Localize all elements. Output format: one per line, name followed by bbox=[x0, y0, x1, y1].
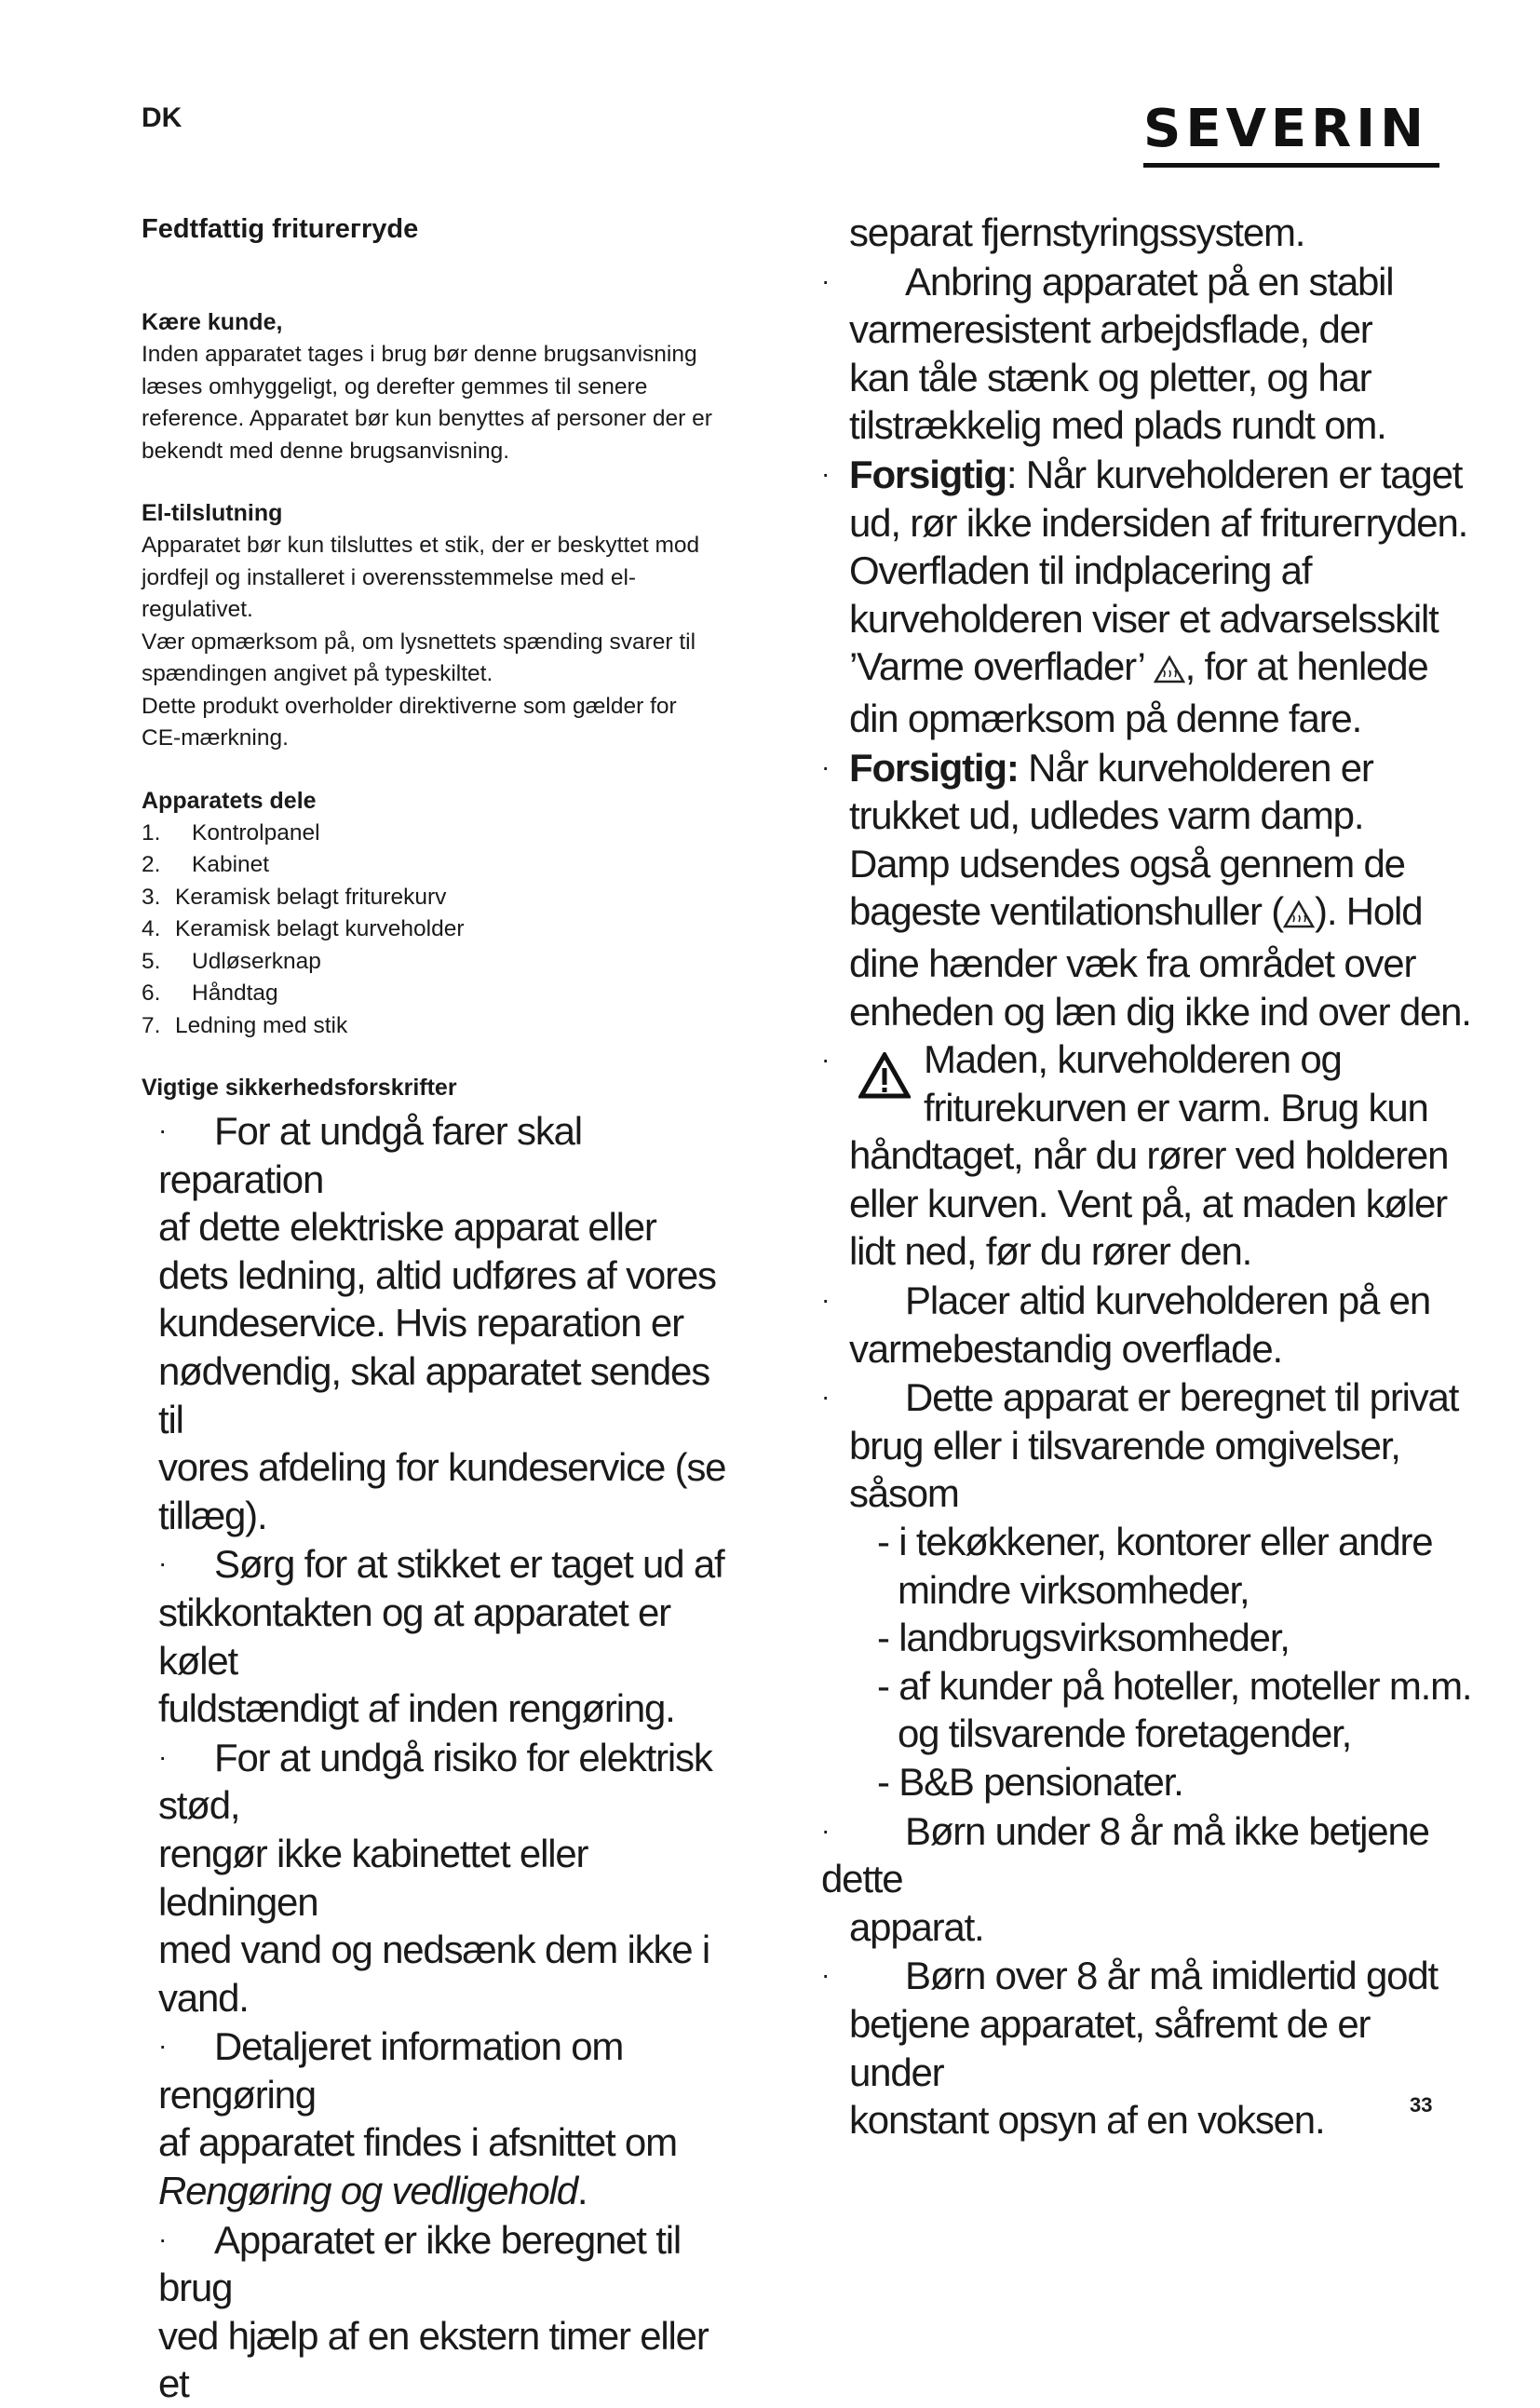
safety-line: fuldstændigt af inden rengøring. bbox=[158, 1686, 675, 1731]
bullet-icon: · bbox=[821, 751, 830, 781]
bullet-icon: · bbox=[821, 1382, 830, 1412]
safety-line: kundeservice. Hvis reparation er bbox=[158, 1301, 683, 1346]
safety-item bbox=[142, 2022, 737, 2214]
parts-list-item bbox=[142, 1010, 737, 1043]
parts-number: 1. bbox=[142, 819, 161, 846]
brand-logo-text: SEVERIN bbox=[1143, 99, 1429, 159]
safety-line: af apparatet findes i afsnittet om bbox=[158, 2120, 677, 2165]
safety-line: brug eller i tilsvarende omgivelser, bbox=[849, 1423, 1400, 1468]
safety-line: , for at henlede bbox=[1184, 644, 1428, 689]
safety-line: konstant opsyn af en voksen. bbox=[849, 2098, 1325, 2143]
electrical-line: Vær opmærksom på, om lysnettets spænding svarer til bbox=[142, 629, 696, 655]
usage-sub-item: og tilsvarende foretagender, bbox=[898, 1711, 1352, 1756]
left-column bbox=[142, 214, 737, 2408]
safety-item bbox=[142, 1539, 737, 1732]
electrical-line: regulativet. bbox=[142, 597, 253, 622]
parts-list-item bbox=[142, 818, 737, 850]
usage-sub-item: - landbrugsvirksomheder, bbox=[877, 1616, 1290, 1660]
bullet-icon: · bbox=[158, 1549, 167, 1578]
bullet-icon: · bbox=[821, 1045, 830, 1075]
safety-section bbox=[142, 1072, 737, 2408]
caution-label: Forsigtig: bbox=[849, 745, 1019, 790]
parts-list-item bbox=[142, 882, 737, 914]
parts-number: 3. bbox=[142, 884, 161, 910]
safety-line: Damp udsendes også gennem de bbox=[849, 841, 1405, 886]
safety-line: Sørg for at stikket er taget ud af bbox=[214, 1542, 724, 1587]
safety-line: Overfladen til indplacering af bbox=[849, 548, 1312, 593]
safety-line: vand. bbox=[158, 1975, 249, 2020]
parts-section bbox=[142, 785, 737, 1043]
parts-heading: Apparatets dele bbox=[142, 787, 317, 814]
usage-sub-item: - i tekøkkener, kontorer eller andre bbox=[877, 1520, 1433, 1564]
greeting-line: Inden apparatet tages i brug bør denne brugsanvisning bbox=[142, 342, 697, 367]
safety-line: såsom bbox=[849, 1471, 959, 1516]
safety-line: stikkontakten og at apparatet er kølet bbox=[158, 1590, 670, 1683]
electrical-heading: El-tilslutning bbox=[142, 500, 283, 526]
safety-line: varmebestandig overflade. bbox=[849, 1326, 1282, 1371]
safety-line: tilstrækkelig med plads rundt om. bbox=[849, 403, 1386, 448]
parts-label: Udløserknap bbox=[192, 948, 321, 974]
safety-item bbox=[821, 1276, 1473, 1373]
brand-logo-underline bbox=[1143, 163, 1439, 168]
safety-line: : Når kurveholderen er taget bbox=[1006, 452, 1463, 496]
electrical-line: Dette produkt overholder direktiverne som gælder for bbox=[142, 693, 677, 719]
usage-sub-item: - af kunder på hoteller, moteller m.m. bbox=[877, 1663, 1472, 1708]
safety-line: Børn over 8 år må imidlertid godt bbox=[905, 1954, 1438, 1998]
safety-line: Børn under 8 år må ikke betjene dette bbox=[821, 1808, 1429, 1901]
greeting-section bbox=[142, 306, 737, 467]
safety-item bbox=[142, 1106, 737, 1539]
bullet-icon: · bbox=[821, 1960, 830, 1990]
safety-line: af dette elektriske apparat eller bbox=[158, 1205, 656, 1250]
safety-line: Placer altid kurveholderen på en bbox=[905, 1278, 1430, 1323]
bullet-icon: · bbox=[158, 2031, 167, 2061]
bullet-icon: · bbox=[821, 265, 830, 295]
safety-item bbox=[142, 2215, 737, 2408]
safety-line: For at undgå risiko for elektrisk stød, bbox=[158, 1735, 712, 1828]
safety-item bbox=[821, 1951, 1473, 2144]
safety-line: Når kurveholderen er bbox=[1018, 745, 1373, 790]
safety-line: Detaljeret information om rengøring bbox=[158, 2024, 624, 2117]
parts-label: Kontrolpanel bbox=[192, 819, 320, 846]
safety-line: ved hjælp af en ekstern timer eller et bbox=[158, 2313, 709, 2406]
safety-line: rengør ikke kabinettet eller ledningen bbox=[158, 1831, 588, 1924]
safety-line: betjene apparatet, såfremt de er under bbox=[849, 2001, 1371, 2094]
usage-sub-item: mindre virksomheder, bbox=[898, 1567, 1250, 1612]
safety-line: dine hænder væk fra området over bbox=[849, 940, 1416, 985]
electrical-section bbox=[142, 497, 737, 755]
safety-heading: Vigtige sikkerhedsforskrifter bbox=[142, 1075, 457, 1101]
safety-line: eller kurven. Vent på, at maden køler bbox=[849, 1181, 1447, 1225]
safety-line: Dette apparat er beregnet til privat bbox=[905, 1375, 1459, 1420]
safety-line: apparat. bbox=[849, 1904, 984, 1949]
safety-line: enheden og læn dig ikke ind over den. bbox=[849, 989, 1471, 1034]
parts-list-item bbox=[142, 913, 737, 946]
parts-label: Kabinet bbox=[192, 852, 270, 877]
parts-list-item bbox=[142, 849, 737, 882]
safety-line: For at undgå farer skal reparation bbox=[158, 1109, 582, 1201]
bullet-icon: · bbox=[821, 1285, 830, 1315]
safety-line: Apparatet er ikke beregnet til brug bbox=[158, 2217, 681, 2310]
caution-label: Forsigtig bbox=[849, 452, 1006, 496]
electrical-line: jordfejl og installeret i overensstemmelse med el- bbox=[142, 564, 637, 590]
safety-item bbox=[821, 450, 1473, 743]
safety-line: vores afdeling for kundeservice (se bbox=[158, 1445, 726, 1490]
greeting-line: bekendt med denne brugsanvisning. bbox=[142, 438, 510, 464]
safety-line: trukket ud, udledes varm damp. bbox=[849, 793, 1364, 838]
parts-list-item bbox=[142, 946, 737, 979]
parts-label: Ledning med stik bbox=[175, 1012, 348, 1038]
bullet-icon: · bbox=[821, 458, 830, 488]
electrical-line: CE-mærkning. bbox=[142, 725, 289, 751]
right-column bbox=[821, 209, 1473, 2144]
safety-line: Maden, kurveholderen og bbox=[924, 1037, 1342, 1082]
safety-line: håndtaget, når du rører ved holderen bbox=[849, 1133, 1449, 1178]
document-title: Fedtfattig friturегryde bbox=[142, 214, 419, 244]
safety-line: ’Varme overflader’ bbox=[849, 644, 1154, 689]
bullet-icon: · bbox=[158, 1116, 167, 1144]
parts-list-item bbox=[142, 978, 737, 1010]
electrical-line: Apparatet bør kun tilsluttes et stik, der er beskyttet mod bbox=[142, 533, 700, 558]
warning-triangle-icon bbox=[858, 1052, 911, 1110]
parts-number: 6. bbox=[142, 981, 161, 1006]
brand-logo bbox=[1143, 99, 1439, 168]
safety-item bbox=[821, 743, 1473, 1036]
continued-line: separat fjernstyringssystem. bbox=[849, 210, 1305, 254]
bullet-icon: · bbox=[158, 1741, 167, 1771]
safety-line: ud, rør ikke indersiden af friturегryden. bbox=[849, 500, 1468, 545]
safety-line: varmeresistent arbejdsflade, der bbox=[849, 307, 1372, 352]
parts-label: Keramisk belagt kurveholder bbox=[175, 916, 465, 941]
safety-line: bageste ventilationshuller ( bbox=[849, 889, 1284, 934]
hot-surface-warning-icon bbox=[1154, 646, 1185, 695]
safety-item bbox=[142, 1733, 737, 2022]
safety-item bbox=[821, 1035, 1473, 1276]
page-number: 33 bbox=[1410, 2093, 1433, 2117]
greeting-line: reference. Apparatet bør kun benyttes af personer der er bbox=[142, 406, 712, 431]
safety-line: dets ledning, altid udføres af vores bbox=[158, 1252, 716, 1297]
safety-item bbox=[821, 1373, 1473, 1806]
electrical-line: spændingen angivet på typeskiltet. bbox=[142, 661, 493, 686]
language-code: DK bbox=[142, 102, 182, 133]
usage-sub-item: - B&B pensionater. bbox=[877, 1760, 1183, 1804]
safety-period: . bbox=[576, 2169, 588, 2213]
safety-line: nødvendig, skal apparatet sendes til bbox=[158, 1348, 710, 1441]
safety-italic-reference: Rengøring og vedligehold bbox=[158, 2169, 577, 2213]
parts-label: Keramisk belagt friturekurv bbox=[175, 884, 447, 910]
parts-number: 5. bbox=[142, 948, 161, 974]
greeting-line: læses omhyggeligt, og derefter gemmes til senere bbox=[142, 373, 648, 399]
safety-line: kurveholderen viser et advarselsskilt bbox=[849, 596, 1439, 641]
parts-label: Håndtag bbox=[192, 981, 278, 1006]
greeting-heading: Kære kunde, bbox=[142, 309, 283, 335]
safety-line: friturekurven er varm. Brug kun bbox=[924, 1085, 1428, 1130]
parts-number: 4. bbox=[142, 916, 161, 941]
safety-line: din opmærksom på denne fare. bbox=[849, 696, 1362, 740]
parts-number: 2. bbox=[142, 852, 161, 877]
safety-item bbox=[821, 257, 1473, 450]
safety-line: med vand og nedsænk dem ikke i bbox=[158, 1928, 710, 1972]
safety-line: ). Hold bbox=[1315, 889, 1423, 934]
safety-line: Anbring apparatet på en stabil bbox=[905, 259, 1394, 304]
safety-line: kan tåle stænk og pletter, og har bbox=[849, 355, 1371, 399]
bullet-icon: · bbox=[158, 2224, 167, 2253]
hot-surface-warning-icon bbox=[1283, 891, 1315, 940]
safety-line: lidt ned, før du rører den. bbox=[849, 1229, 1252, 1274]
safety-item bbox=[821, 1806, 1473, 1952]
parts-number: 7. bbox=[142, 1012, 161, 1038]
bullet-icon: · bbox=[821, 1815, 830, 1845]
safety-line: tillæg). bbox=[158, 1493, 267, 1537]
